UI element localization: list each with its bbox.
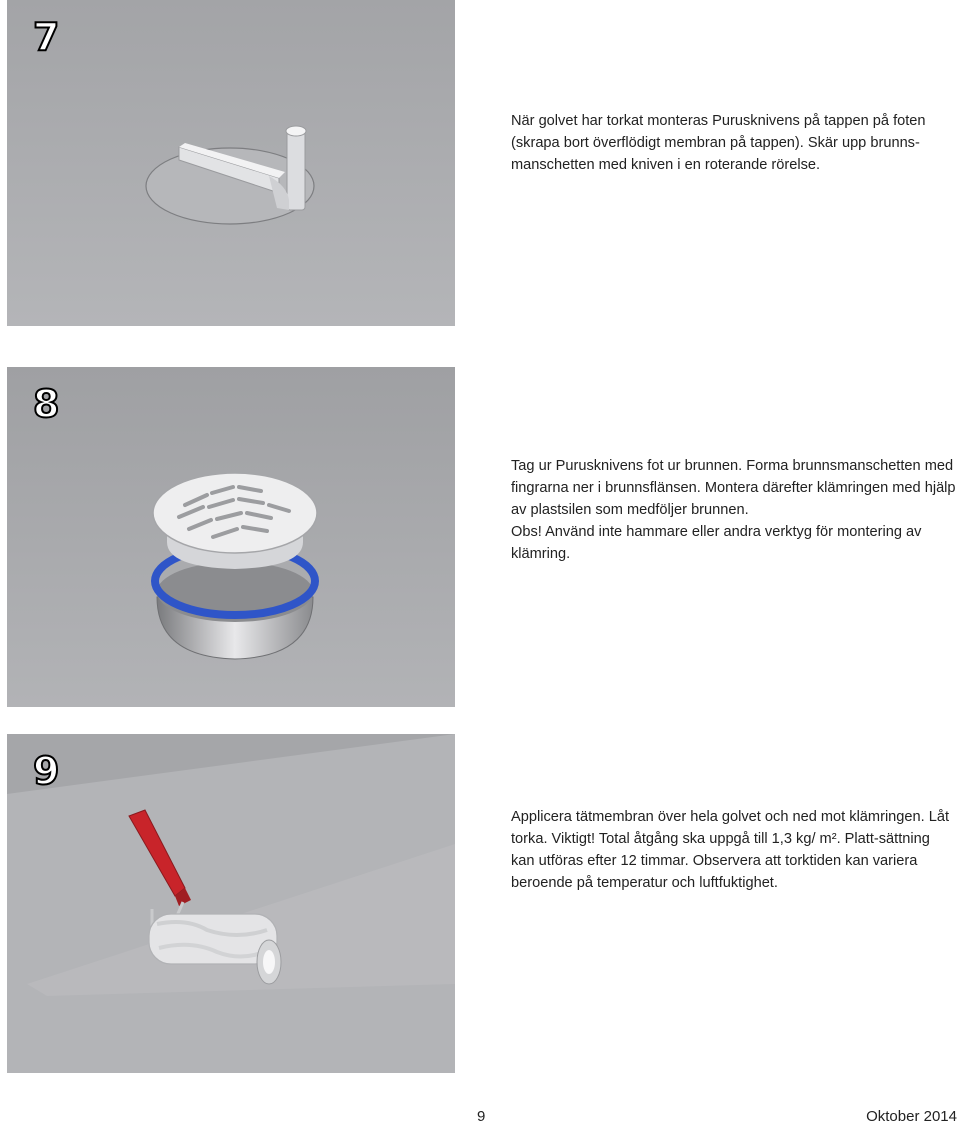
paint-roller-illustration [7, 734, 455, 1073]
knife-on-drain-illustration [7, 0, 455, 326]
page-number: 9 [477, 1108, 486, 1125]
step-paragraph: När golvet har torkat monteras Purusknivens på tappen på foten (skrapa bort överflödigt membran på tappen). Skär upp brunns-manschetten med kniven i en roterande rörelse. [511, 113, 926, 173]
footer-date: Oktober 2014 [866, 1108, 957, 1125]
step-paragraph: Applicera tätmembran över hela golvet och ned mot klämringen. Låt torka. Viktigt! Total åtgång ska uppgå till 1,3 kg/ m². Platt-sättning kan utföras efter 12 timmar. Observera att torktiden kan variera beroende på temperatur och luftfuktighet. [511, 809, 950, 891]
step-8-image [7, 367, 455, 707]
step-number: 7 [33, 15, 60, 59]
step-9-description [511, 806, 956, 894]
step-9-image [7, 734, 455, 1073]
step-paragraph-note: Obs! Använd inte hammare eller andra verktyg för montering av klämring. [511, 524, 922, 562]
step-paragraph: Tag ur Purusknivens fot ur brunnen. Forma brunnsmanschetten med fingrarna ner i brunnsflänsen. Montera därefter klämringen med hjälp av plastsilen som medföljer brunnen. [511, 458, 956, 518]
step-7-description [511, 110, 956, 176]
step-7-image [7, 0, 455, 326]
step-number: 9 [33, 749, 60, 793]
step-8-description [511, 455, 956, 565]
step-number: 8 [33, 382, 60, 426]
drain-ring-grate-illustration [7, 367, 455, 707]
